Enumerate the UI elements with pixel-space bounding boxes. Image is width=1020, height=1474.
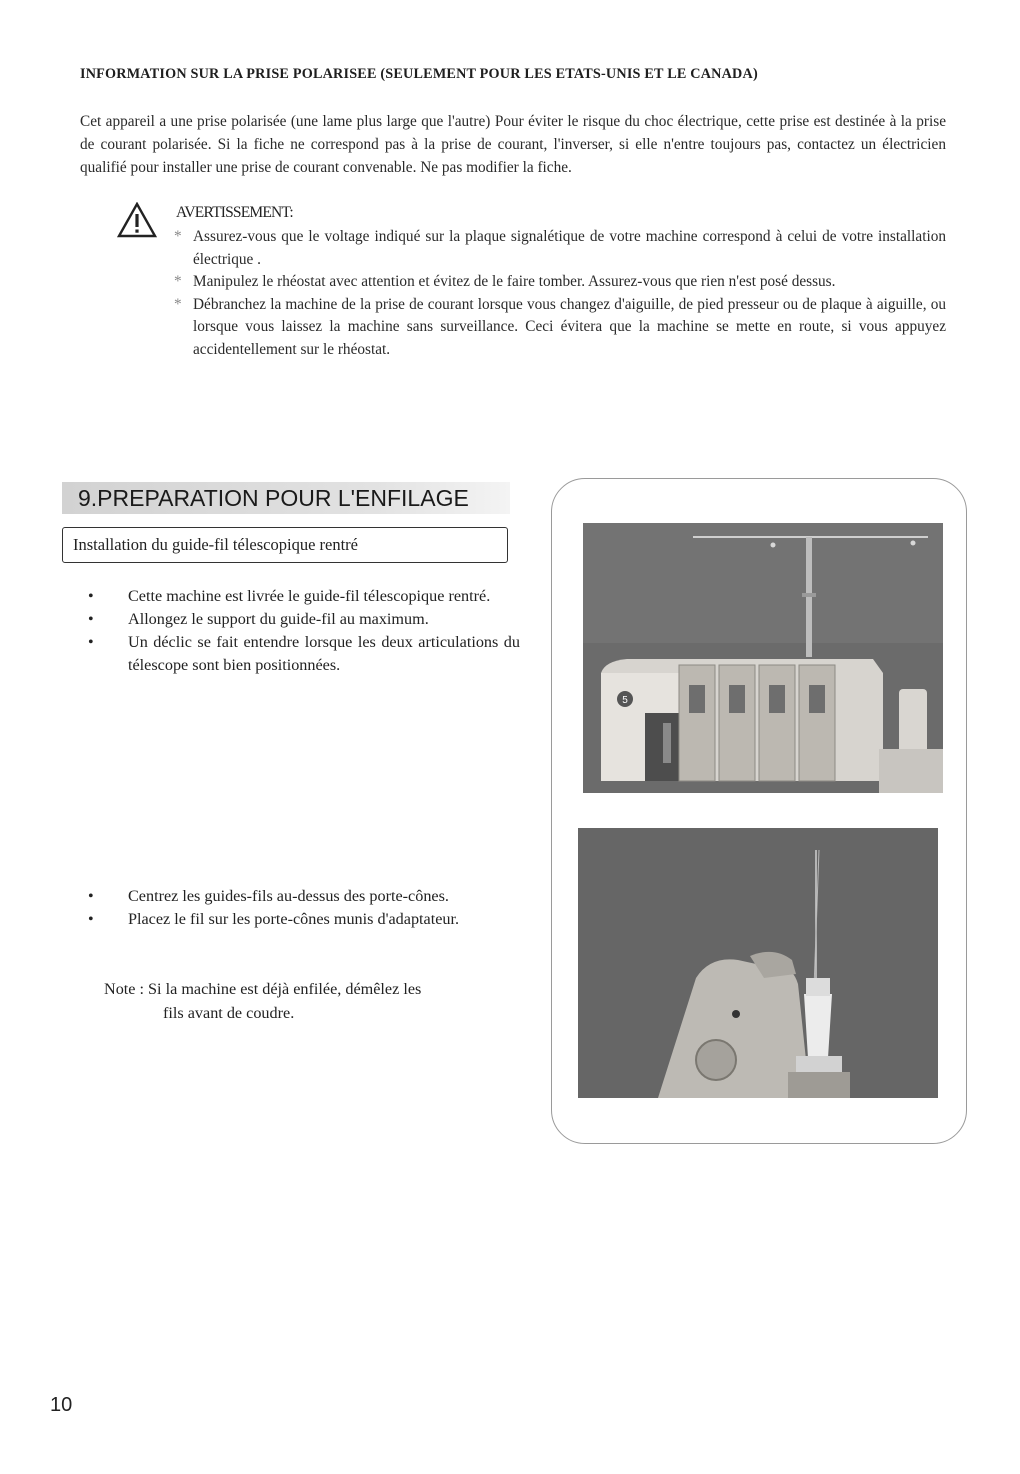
instruction-list-1 bbox=[88, 585, 520, 677]
warning-item: * Débranchez la machine de la prise de courant lorsque vous changez d'aiguille, de pied presseur ou de plaque à aiguille, ou lorsque vous laissez la machine sans surveillance. Ceci évitera que la machine se mette en route, si vous appuyez accidentellement sur le rhéostat. bbox=[174, 295, 946, 358]
page-number: 10 bbox=[50, 1394, 73, 1416]
list-item: • Cette machine est livrée le guide-fil télescopique rentré. bbox=[88, 587, 491, 605]
polarized-plug-heading: INFORMATION SUR LA PRISE POLARISEE (SEULEMENT POUR LES ETATS-UNIS ET LE CANADA) bbox=[80, 66, 758, 82]
section-title: 9.PREPARATION POUR L'ENFILAGE bbox=[62, 482, 510, 514]
photo-thread-on-cone bbox=[578, 828, 938, 1098]
warning-title: AVERTISSEMENT: bbox=[176, 204, 293, 221]
instruction-list-2 bbox=[88, 885, 520, 931]
warning-item: * Assurez-vous que le voltage indiqué sur la plaque signalétique de votre machine correspond à celui de votre installation électrique . bbox=[174, 228, 946, 268]
machine-badge: 5 bbox=[622, 695, 628, 706]
note: Note : Si la machine est déjà enfilée, démêlez les fils avant de coudre. bbox=[104, 980, 422, 1022]
warning-item: * Manipulez le rhéostat avec attention et évitez de le faire tomber. Assurez-vous que rien n'est posé dessus. bbox=[174, 273, 836, 290]
section-subtitle-box: Installation du guide-fil télescopique rentré bbox=[62, 527, 508, 563]
list-item: • Placez le fil sur les porte-cônes munis d'adaptateur. bbox=[88, 910, 460, 928]
list-item: • Un déclic se fait entendre lorsque les deux articulations du télescope sont bien positionnées. bbox=[88, 633, 520, 674]
warning-list bbox=[174, 226, 946, 361]
list-item: • Allongez le support du guide-fil au maximum. bbox=[88, 610, 429, 628]
warning-triangle-icon bbox=[117, 202, 157, 238]
list-item: • Centrez les guides-fils au-dessus des porte-cônes. bbox=[88, 887, 449, 905]
polarized-plug-text: Cet appareil a une prise polarisée (une lame plus large que l'autre) Pour éviter le risque du choc électrique, cette prise est destinée à la prise de courant polarisée. Si la fiche ne correspond pas à la prise de courant, l'inverser, si elle n'entre toujours pas, contactez un électricien qualifié pour installer une prise de courant convenable. Ne pas modifier la fiche. bbox=[80, 113, 946, 176]
photo-telescopic-thread-guide bbox=[583, 523, 943, 793]
